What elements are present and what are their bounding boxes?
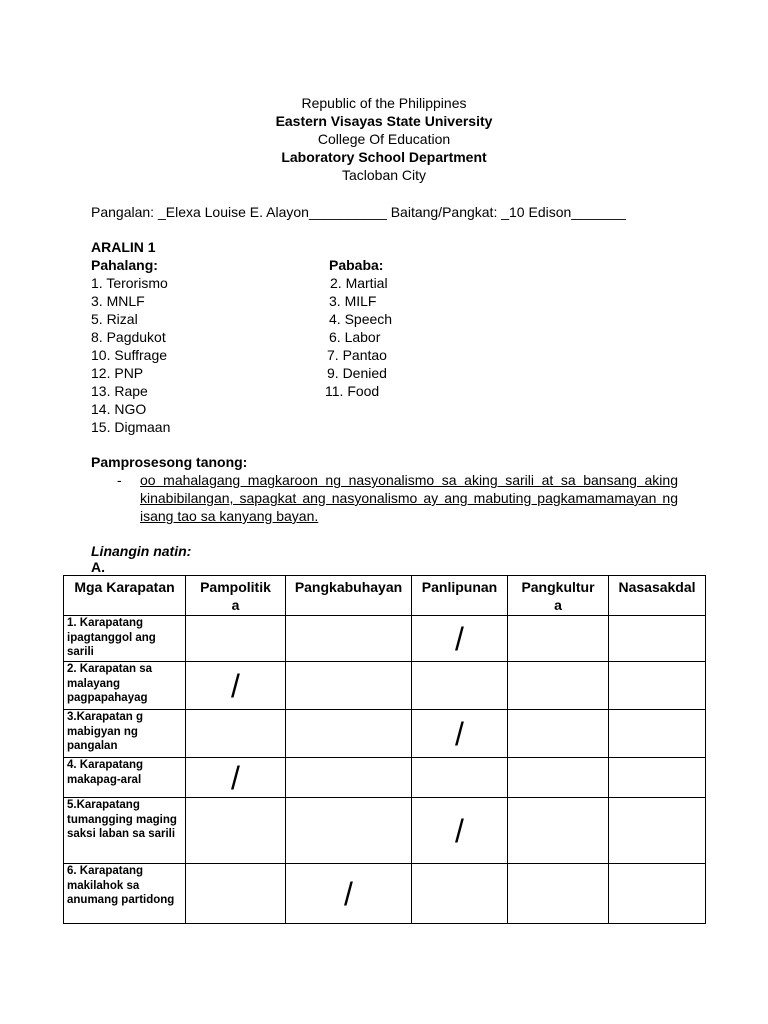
across-item: 14. NGO	[91, 401, 147, 417]
check-mark: /	[455, 620, 464, 657]
cell	[609, 616, 706, 662]
grade-value: _10 Edison_______	[501, 204, 626, 220]
bullet-dash: -	[117, 472, 122, 488]
cell	[286, 864, 412, 924]
cell	[609, 864, 706, 924]
column-header	[412, 576, 508, 616]
cell	[508, 758, 609, 798]
cell	[609, 710, 706, 758]
cell	[508, 662, 609, 710]
header-university: Eastern Visayas State University	[275, 113, 493, 129]
column-header	[286, 576, 412, 616]
right-label: 2. Karapatan sa malayang pagpapahayag	[64, 662, 186, 710]
right-label: 6. Karapatang makilahok sa anumang partidong	[64, 864, 186, 924]
cell	[412, 798, 508, 864]
cell	[412, 662, 508, 710]
header-department: Laboratory School Department	[281, 149, 487, 165]
right-label: 1. Karapatang ipagtanggol ang sarili	[64, 616, 186, 662]
down-item: 11. Food	[325, 383, 380, 399]
across-item: 1. Terorismo	[91, 275, 168, 291]
cell	[286, 616, 412, 662]
linangin-title: Linangin natin:	[91, 543, 192, 559]
cell	[412, 616, 508, 662]
across-item: 12. PNP	[91, 365, 144, 381]
rights-table	[63, 575, 706, 924]
table-row	[64, 710, 706, 758]
table-row	[64, 662, 706, 710]
header-text: Pangkultura	[521, 579, 595, 613]
column-header	[508, 576, 609, 616]
across-item: 8. Pagdukot	[91, 329, 166, 345]
aralin-title: ARALIN 1	[91, 239, 156, 255]
name-value: _Elexa Louise E. Alayon__________	[157, 204, 387, 220]
column-header	[186, 576, 286, 616]
header-college: College Of Education	[317, 131, 451, 147]
across-item: 13. Rape	[91, 383, 148, 399]
cell	[508, 798, 609, 864]
check-mark: /	[231, 759, 240, 796]
header-republic: Republic of the Philippines	[301, 95, 467, 111]
cell	[186, 798, 286, 864]
cell	[508, 864, 609, 924]
cell	[286, 710, 412, 758]
student-info-line	[91, 203, 626, 221]
header-text: Nasasakdal	[618, 579, 696, 595]
down-item: 3. MILF	[329, 293, 377, 309]
down-item: 9. Denied	[327, 365, 387, 381]
header-text: Panlipunan	[421, 579, 498, 595]
cell	[186, 710, 286, 758]
part-a-label: A.	[91, 559, 105, 575]
down-item: 7. Pantao	[327, 347, 387, 363]
table-row	[64, 616, 706, 662]
cell	[186, 758, 286, 798]
table-row	[64, 864, 706, 924]
cell	[286, 662, 412, 710]
right-label: 3.Karapatan g mabigyan ng pangalan	[64, 710, 186, 758]
check-mark: /	[231, 667, 240, 704]
right-label: 4. Karapatang makapag-aral	[64, 758, 186, 798]
cell	[609, 662, 706, 710]
cell	[508, 616, 609, 662]
check-mark: /	[455, 715, 464, 752]
cell	[508, 710, 609, 758]
down-item: 2. Martial	[330, 275, 388, 291]
across-item: 10. Suffrage	[91, 347, 168, 363]
cell	[412, 864, 508, 924]
header-text: Pampolitika	[200, 579, 271, 613]
across-item: 5. Rizal	[91, 311, 138, 327]
cell	[609, 798, 706, 864]
column-header	[609, 576, 706, 616]
down-item: 4. Speech	[329, 311, 393, 327]
right-label: 5.Karapatang tumangging maging saksi laban sa sarili	[64, 798, 186, 864]
check-mark: /	[344, 875, 353, 912]
cell	[186, 616, 286, 662]
header-city: Tacloban City	[341, 167, 427, 183]
down-item: 6. Labor	[329, 329, 381, 345]
header-text: Pangkabuhayan	[294, 579, 403, 595]
grade-label: Baitang/Pangkat:	[390, 204, 498, 220]
cell	[412, 758, 508, 798]
across-item: 3. MNLF	[91, 293, 145, 309]
cell	[186, 864, 286, 924]
processing-question-title: Pamprosesong tanong:	[91, 454, 248, 470]
down-label: Pababa:	[329, 257, 384, 273]
column-header: Mga Karapatan	[64, 576, 186, 616]
check-mark: /	[455, 812, 464, 849]
processing-answer: oo mahalagang magkaroon ng nasyonalismo sa aking sarili at sa bansang aking kinabibilangan, sapagkat ang nasyonalismo ay ang mabuting pagkamamamayan ng isang tao sa kanyang bayan.	[140, 472, 678, 524]
cell	[286, 758, 412, 798]
cell	[186, 662, 286, 710]
cell	[412, 710, 508, 758]
cell	[609, 758, 706, 798]
table-row	[64, 798, 706, 864]
table-row	[64, 758, 706, 798]
cell	[286, 798, 412, 864]
name-label: Pangalan:	[91, 204, 155, 220]
across-item: 15. Digmaan	[91, 419, 171, 435]
across-label: Pahalang:	[91, 257, 158, 273]
